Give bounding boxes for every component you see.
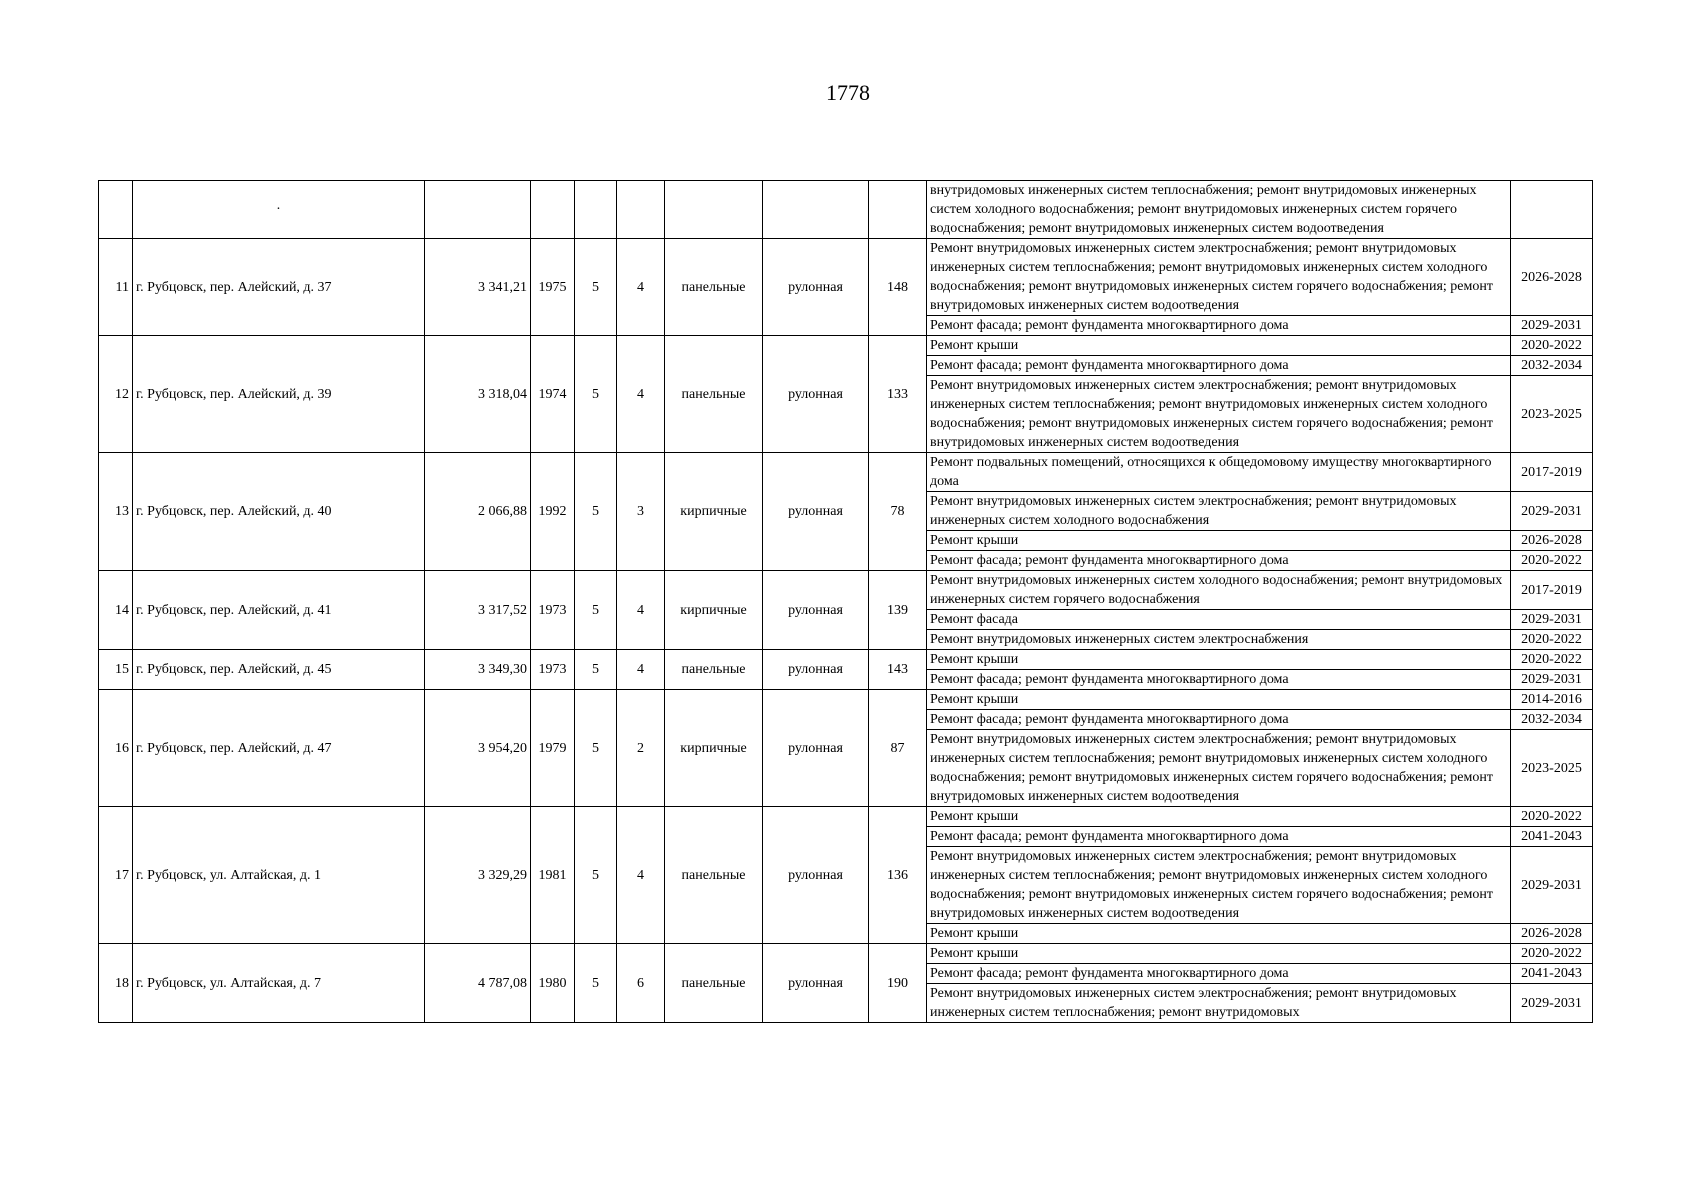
building-year-cell: 1973 (531, 571, 575, 650)
building-address-cell: г. Рубцовск, пер. Алейский, д. 39 (133, 336, 425, 453)
work-description-cell: Ремонт внутридомовых инженерных систем электроснабжения; ремонт внутридомовых инженерных систем холодного водоснабжения (927, 492, 1511, 531)
work-period-cell: 2029-2031 (1511, 984, 1593, 1023)
work-period-cell: 2029-2031 (1511, 847, 1593, 924)
carryover-area-cell (425, 181, 531, 239)
work-description-cell: Ремонт фасада; ремонт фундамента многоквартирного дома (927, 316, 1511, 336)
building-residents-cell: 190 (869, 944, 927, 1023)
building-number-cell: 12 (99, 336, 133, 453)
table-row (99, 453, 1593, 492)
carryover-work-cell: внутридомовых инженерных систем теплоснабжения; ремонт внутридомовых инженерных систем холодного водоснабжения; ремонт внутридомовых инженерных систем горячего водоснабжения; ремонт внутридомовых инженерных систем водоотведения (927, 181, 1511, 239)
work-description-cell: Ремонт внутридомовых инженерных систем электроснабжения; ремонт внутридомовых инженерных систем теплоснабжения; ремонт внутридомовых инженерных систем холодного водоснабжения; ремонт внутридомовых инженерных систем горячего водоснабжения; ремонт внутридомовых инженерных систем водоотведения (927, 239, 1511, 316)
building-walls-cell: панельные (665, 807, 763, 944)
work-period-cell: 2020-2022 (1511, 944, 1593, 964)
work-period-cell: 2029-2031 (1511, 670, 1593, 690)
page-number: 1778 (826, 80, 870, 105)
building-year-cell: 1975 (531, 239, 575, 336)
table-row (99, 807, 1593, 827)
building-walls-cell: кирпичные (665, 453, 763, 571)
building-number-cell: 16 (99, 690, 133, 807)
table-row (99, 336, 1593, 356)
work-description-cell: Ремонт крыши (927, 690, 1511, 710)
building-floors-cell: 5 (575, 944, 617, 1023)
building-roof-cell: рулонная (763, 807, 869, 944)
work-description-cell: Ремонт фасада; ремонт фундамента многоквартирного дома (927, 827, 1511, 847)
building-walls-cell: панельные (665, 336, 763, 453)
building-roof-cell: рулонная (763, 650, 869, 690)
work-description-cell: Ремонт внутридомовых инженерных систем электроснабжения; ремонт внутридомовых инженерных систем теплоснабжения; ремонт внутридомовых инженерных систем холодного водоснабжения; ремонт внутридомовых инженерных систем горячего водоснабжения; ремонт внутридомовых инженерных систем водоотведения (927, 847, 1511, 924)
table-row (99, 571, 1593, 610)
carryover-entrances-cell (617, 181, 665, 239)
work-period-cell: 2014-2016 (1511, 690, 1593, 710)
work-description-cell: Ремонт крыши (927, 336, 1511, 356)
building-address-cell: г. Рубцовск, пер. Алейский, д. 40 (133, 453, 425, 571)
work-period-cell: 2023-2025 (1511, 730, 1593, 807)
table-row (99, 239, 1593, 316)
carryover-address-cell: · (133, 181, 425, 239)
building-residents-cell: 143 (869, 650, 927, 690)
building-address-cell: г. Рубцовск, пер. Алейский, д. 45 (133, 650, 425, 690)
building-area-cell: 3 317,52 (425, 571, 531, 650)
work-description-cell: Ремонт внутридомовых инженерных систем холодного водоснабжения; ремонт внутридомовых инженерных систем горячего водоснабжения (927, 571, 1511, 610)
building-entrances-cell: 3 (617, 453, 665, 571)
table-row (99, 690, 1593, 710)
work-period-cell: 2026-2028 (1511, 531, 1593, 551)
building-number-cell: 11 (99, 239, 133, 336)
building-roof-cell: рулонная (763, 239, 869, 336)
building-floors-cell: 5 (575, 336, 617, 453)
building-floors-cell: 5 (575, 453, 617, 571)
building-year-cell: 1973 (531, 650, 575, 690)
table-row (99, 650, 1593, 670)
carryover-period-cell (1511, 181, 1593, 239)
work-description-cell: Ремонт фасада (927, 610, 1511, 630)
building-year-cell: 1980 (531, 944, 575, 1023)
work-period-cell: 2026-2028 (1511, 924, 1593, 944)
building-number-cell: 14 (99, 571, 133, 650)
work-description-cell: Ремонт фасада; ремонт фундамента многоквартирного дома (927, 670, 1511, 690)
building-residents-cell: 87 (869, 690, 927, 807)
building-address-cell: г. Рубцовск, ул. Алтайская, д. 1 (133, 807, 425, 944)
building-area-cell: 4 787,08 (425, 944, 531, 1023)
building-floors-cell: 5 (575, 571, 617, 650)
work-description-cell: Ремонт крыши (927, 531, 1511, 551)
building-floors-cell: 5 (575, 239, 617, 336)
work-period-cell: 2017-2019 (1511, 571, 1593, 610)
work-period-cell: 2029-2031 (1511, 610, 1593, 630)
work-period-cell: 2020-2022 (1511, 336, 1593, 356)
building-residents-cell: 133 (869, 336, 927, 453)
repair-schedule-table (98, 180, 1593, 1023)
work-period-cell: 2020-2022 (1511, 551, 1593, 571)
work-description-cell: Ремонт крыши (927, 807, 1511, 827)
building-entrances-cell: 6 (617, 944, 665, 1023)
building-year-cell: 1992 (531, 453, 575, 571)
building-address-cell: г. Рубцовск, пер. Алейский, д. 37 (133, 239, 425, 336)
building-address-cell: г. Рубцовск, пер. Алейский, д. 41 (133, 571, 425, 650)
work-period-cell: 2041-2043 (1511, 827, 1593, 847)
building-roof-cell: рулонная (763, 336, 869, 453)
carryover-num-cell (99, 181, 133, 239)
building-residents-cell: 78 (869, 453, 927, 571)
work-description-cell: Ремонт внутридомовых инженерных систем электроснабжения; ремонт внутридомовых инженерных систем теплоснабжения; ремонт внутридомовых инженерных систем холодного водоснабжения; ремонт внутридомовых инженерных систем горячего водоснабжения; ремонт внутридомовых инженерных систем водоотведения (927, 730, 1511, 807)
building-walls-cell: панельные (665, 239, 763, 336)
building-floors-cell: 5 (575, 807, 617, 944)
work-description-cell: Ремонт фасада; ремонт фундамента многоквартирного дома (927, 710, 1511, 730)
carryover-residents-cell (869, 181, 927, 239)
carryover-year-cell (531, 181, 575, 239)
building-entrances-cell: 4 (617, 650, 665, 690)
work-period-cell: 2020-2022 (1511, 650, 1593, 670)
building-walls-cell: панельные (665, 650, 763, 690)
work-period-cell: 2017-2019 (1511, 453, 1593, 492)
carryover-walls-cell (665, 181, 763, 239)
work-description-cell: Ремонт фасада; ремонт фундамента многоквартирного дома (927, 551, 1511, 571)
work-description-cell: Ремонт внутридомовых инженерных систем электроснабжения (927, 630, 1511, 650)
building-area-cell: 3 349,30 (425, 650, 531, 690)
building-floors-cell: 5 (575, 690, 617, 807)
building-roof-cell: рулонная (763, 453, 869, 571)
work-period-cell: 2026-2028 (1511, 239, 1593, 316)
building-walls-cell: кирпичные (665, 690, 763, 807)
work-description-cell: Ремонт фасада; ремонт фундамента многоквартирного дома (927, 356, 1511, 376)
carryover-floors-cell (575, 181, 617, 239)
building-address-cell: г. Рубцовск, пер. Алейский, д. 47 (133, 690, 425, 807)
work-description-cell: Ремонт крыши (927, 944, 1511, 964)
work-description-cell: Ремонт фасада; ремонт фундамента многоквартирного дома (927, 964, 1511, 984)
building-residents-cell: 148 (869, 239, 927, 336)
work-period-cell: 2041-2043 (1511, 964, 1593, 984)
work-period-cell: 2023-2025 (1511, 376, 1593, 453)
building-floors-cell: 5 (575, 650, 617, 690)
work-period-cell: 2029-2031 (1511, 316, 1593, 336)
building-year-cell: 1979 (531, 690, 575, 807)
building-roof-cell: рулонная (763, 690, 869, 807)
work-period-cell: 2020-2022 (1511, 630, 1593, 650)
building-entrances-cell: 4 (617, 239, 665, 336)
work-description-cell: Ремонт крыши (927, 650, 1511, 670)
work-period-cell: 2020-2022 (1511, 807, 1593, 827)
work-period-cell: 2032-2034 (1511, 356, 1593, 376)
building-area-cell: 3 329,29 (425, 807, 531, 944)
building-year-cell: 1974 (531, 336, 575, 453)
work-period-cell: 2029-2031 (1511, 492, 1593, 531)
building-number-cell: 18 (99, 944, 133, 1023)
building-residents-cell: 139 (869, 571, 927, 650)
building-entrances-cell: 4 (617, 807, 665, 944)
building-area-cell: 2 066,88 (425, 453, 531, 571)
building-number-cell: 15 (99, 650, 133, 690)
building-walls-cell: панельные (665, 944, 763, 1023)
work-period-cell: 2032-2034 (1511, 710, 1593, 730)
building-walls-cell: кирпичные (665, 571, 763, 650)
building-number-cell: 13 (99, 453, 133, 571)
building-entrances-cell: 4 (617, 336, 665, 453)
building-address-cell: г. Рубцовск, ул. Алтайская, д. 7 (133, 944, 425, 1023)
building-roof-cell: рулонная (763, 944, 869, 1023)
table-row (99, 944, 1593, 964)
work-description-cell: Ремонт крыши (927, 924, 1511, 944)
work-description-cell: Ремонт внутридомовых инженерных систем электроснабжения; ремонт внутридомовых инженерных систем теплоснабжения; ремонт внутридомовых инженерных систем холодного водоснабжения; ремонт внутридомовых инженерных систем горячего водоснабжения; ремонт внутридомовых инженерных систем водоотведения (927, 376, 1511, 453)
building-area-cell: 3 318,04 (425, 336, 531, 453)
building-roof-cell: рулонная (763, 571, 869, 650)
building-area-cell: 3 954,20 (425, 690, 531, 807)
carryover-roof-cell (763, 181, 869, 239)
building-year-cell: 1981 (531, 807, 575, 944)
building-entrances-cell: 4 (617, 571, 665, 650)
work-description-cell: Ремонт подвальных помещений, относящихся к общедомовому имуществу многоквартирного дома (927, 453, 1511, 492)
building-residents-cell: 136 (869, 807, 927, 944)
table-body (99, 181, 1593, 1023)
carryover-row (99, 181, 1593, 239)
work-description-cell: Ремонт внутридомовых инженерных систем электроснабжения; ремонт внутридомовых инженерных систем теплоснабжения; ремонт внутридомовых (927, 984, 1511, 1023)
building-number-cell: 17 (99, 807, 133, 944)
building-entrances-cell: 2 (617, 690, 665, 807)
building-area-cell: 3 341,21 (425, 239, 531, 336)
